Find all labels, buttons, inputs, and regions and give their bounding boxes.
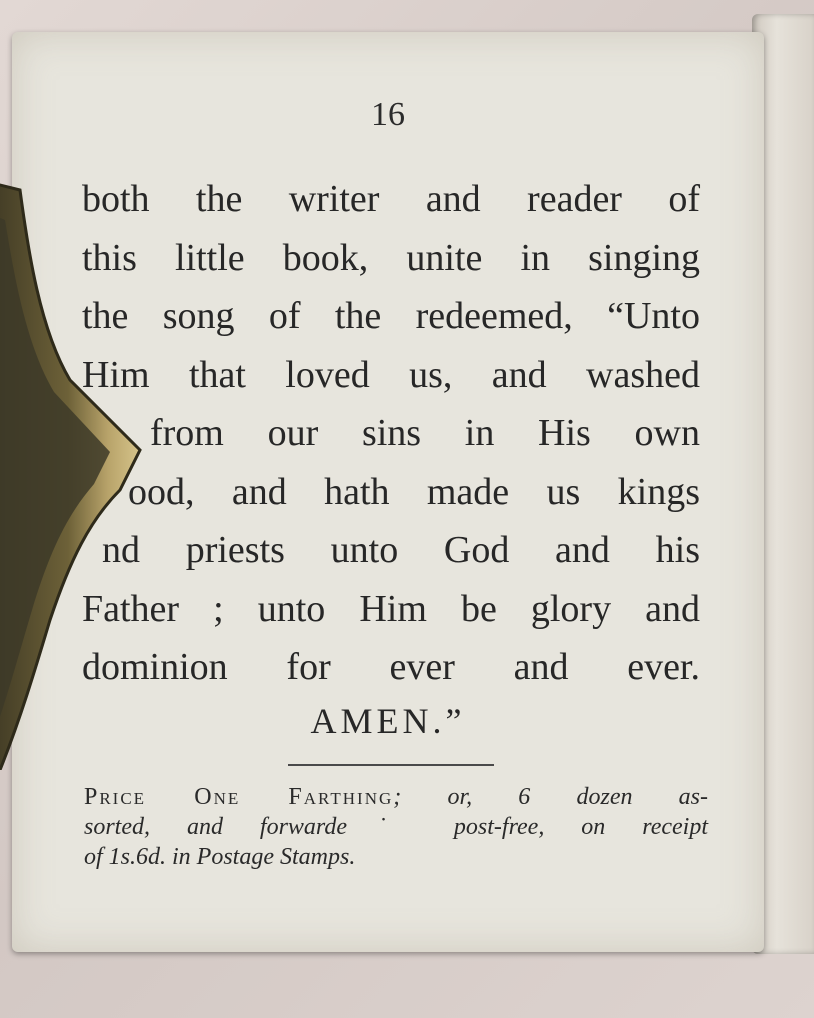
divider-rule bbox=[288, 764, 494, 766]
text-line: Him that loved us, and washed bbox=[82, 353, 700, 396]
price-line-1 bbox=[84, 782, 708, 812]
text-line: from our sins in His own bbox=[150, 412, 700, 454]
text-line: this little book, unite in singing bbox=[82, 236, 700, 279]
price-line-3: of 1s.6d. in Postage Stamps. bbox=[84, 844, 356, 870]
text-line: nd priests unto God and his bbox=[102, 529, 700, 571]
price-line-2: sorted, and forwarde˙ post-free, on receipt bbox=[84, 814, 708, 840]
text-line: Father ; unto Him be glory and bbox=[82, 587, 700, 630]
price-note bbox=[84, 782, 708, 872]
text-line: the song of the redeemed, “Unto bbox=[82, 295, 700, 337]
price-line-1-rest: ; or, 6 dozen as- bbox=[393, 784, 709, 810]
text-line: both the writer and reader of bbox=[82, 178, 700, 220]
amen-line: AMEN.” bbox=[310, 701, 466, 741]
brass-clasp bbox=[0, 180, 146, 770]
price-caps: Price One Farthing bbox=[84, 784, 394, 810]
text-line: ood, and hath made us kings bbox=[128, 470, 700, 513]
body-text bbox=[82, 170, 700, 697]
text-line: dominion for ever and ever. bbox=[82, 646, 700, 688]
page-number: 16 bbox=[371, 96, 405, 133]
